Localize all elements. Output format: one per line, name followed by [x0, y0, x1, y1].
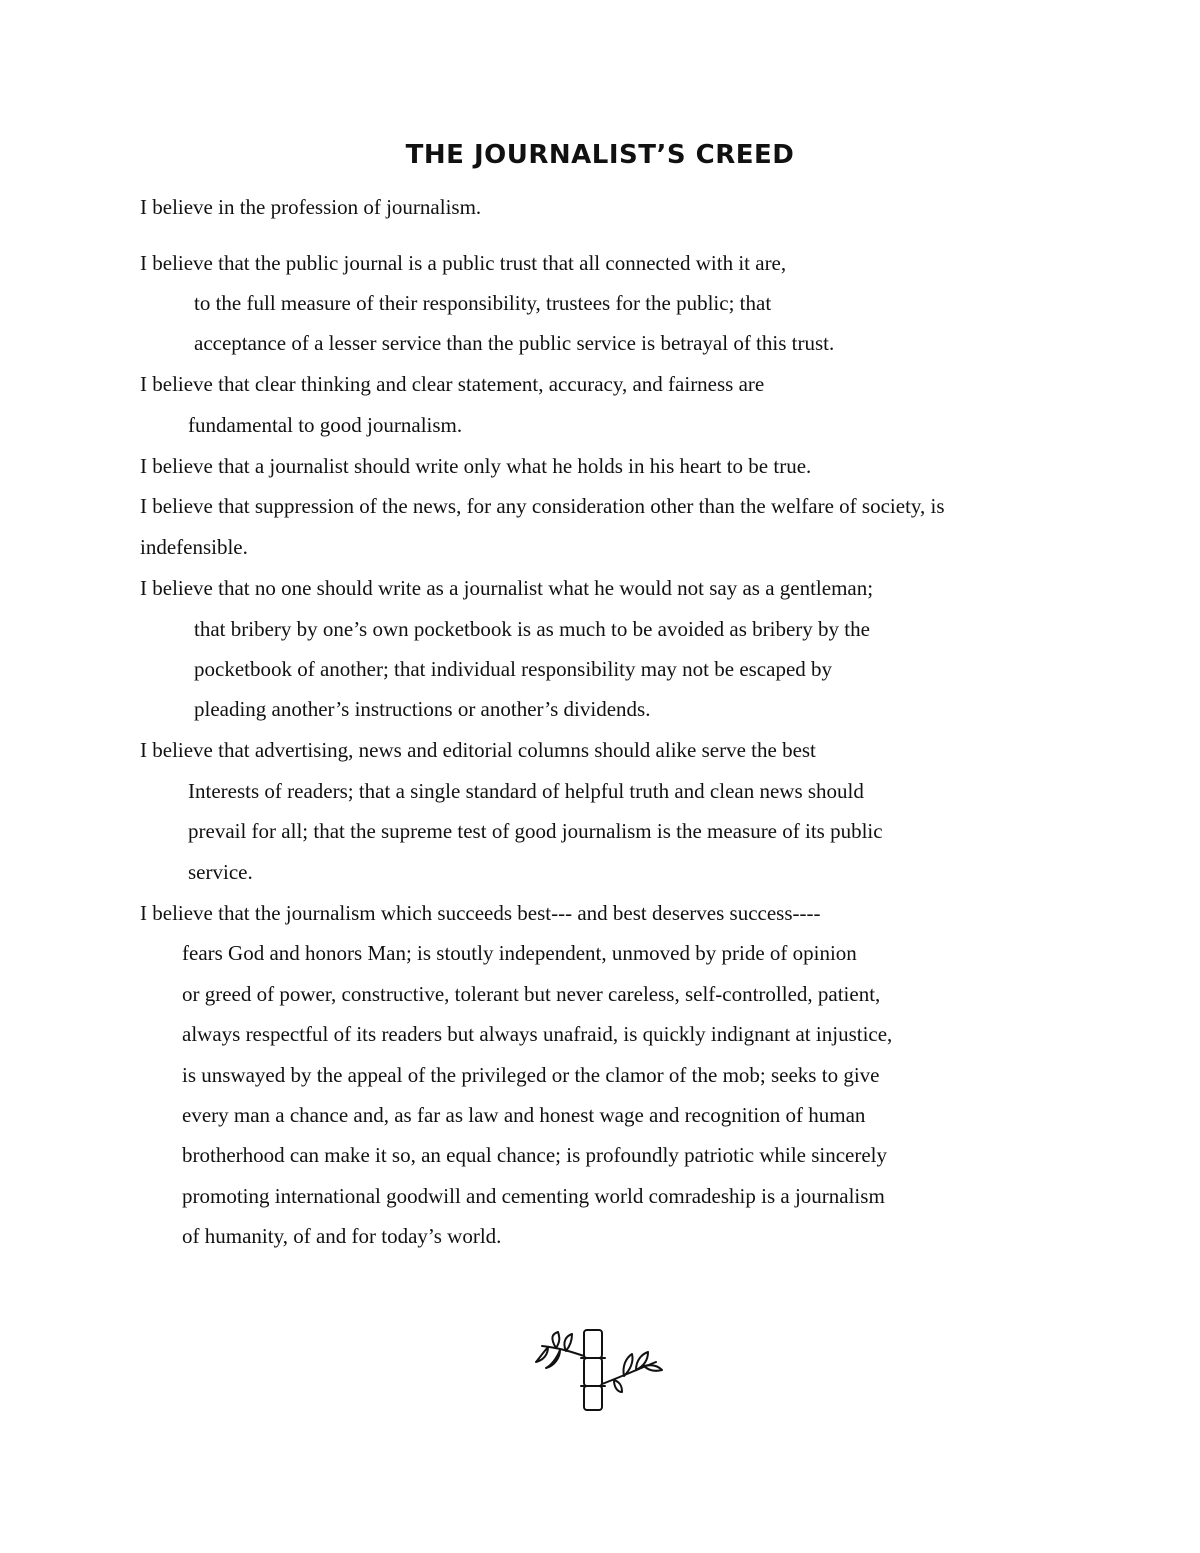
creed-line: I believe that suppression of the news, for any consideration other than the welfare of society, is	[140, 494, 945, 518]
document-title: THE JOURNALIST’S CREED	[405, 140, 795, 170]
creed-line: pocketbook of another; that individual responsibility may not be escaped by	[194, 657, 833, 681]
creed-line: is unswayed by the appeal of the privileged or the clamor of the mob; seeks to give	[182, 1063, 880, 1087]
creed-line: indefensible.	[140, 535, 248, 559]
creed-line: of humanity, of and for today’s world.	[182, 1224, 502, 1248]
bamboo-icon	[532, 1328, 664, 1414]
creed-line: Interests of readers; that a single standard of helpful truth and clean news should	[188, 779, 864, 803]
creed-line: I believe that the journalism which succeeds best--- and best deserves success----	[140, 901, 821, 925]
creed-line: prevail for all; that the supreme test of good journalism is the measure of its public	[188, 819, 883, 843]
creed-line: or greed of power, constructive, tolerant but never careless, self-controlled, patient,	[182, 982, 881, 1006]
creed-line: to the full measure of their responsibility, trustees for the public; that	[194, 291, 772, 315]
creed-line: always respectful of its readers but always unafraid, is quickly indignant at injustice,	[182, 1022, 893, 1046]
creed-line: promoting international goodwill and cementing world comradeship is a journalism	[182, 1184, 885, 1208]
creed-line: acceptance of a lesser service than the public service is betrayal of this trust.	[194, 331, 835, 355]
creed-line: pleading another’s instructions or another’s dividends.	[194, 697, 651, 721]
creed-line: brotherhood can make it so, an equal chance; is profoundly patriotic while sincerely	[182, 1143, 888, 1167]
creed-line: I believe that advertising, news and editorial columns should alike serve the best	[140, 738, 816, 762]
creed-line: fears God and honors Man; is stoutly independent, unmoved by pride of opinion	[182, 941, 857, 965]
creed-line: I believe that a journalist should write only what he holds in his heart to be true.	[140, 454, 812, 478]
creed-line: service.	[188, 860, 253, 884]
creed-line: that bribery by one’s own pocketbook is as much to be avoided as bribery by the	[194, 617, 870, 641]
creed-line: every man a chance and, as far as law and honest wage and recognition of human	[182, 1103, 866, 1127]
creed-line: fundamental to good journalism.	[188, 413, 463, 437]
creed-line: I believe that no one should write as a journalist what he would not say as a gentleman;	[140, 576, 874, 600]
creed-line: I believe that the public journal is a public trust that all connected with it are,	[140, 251, 787, 275]
creed-line: I believe that clear thinking and clear statement, accuracy, and fairness are	[140, 372, 765, 396]
creed-line: I believe in the profession of journalism.	[140, 195, 482, 219]
